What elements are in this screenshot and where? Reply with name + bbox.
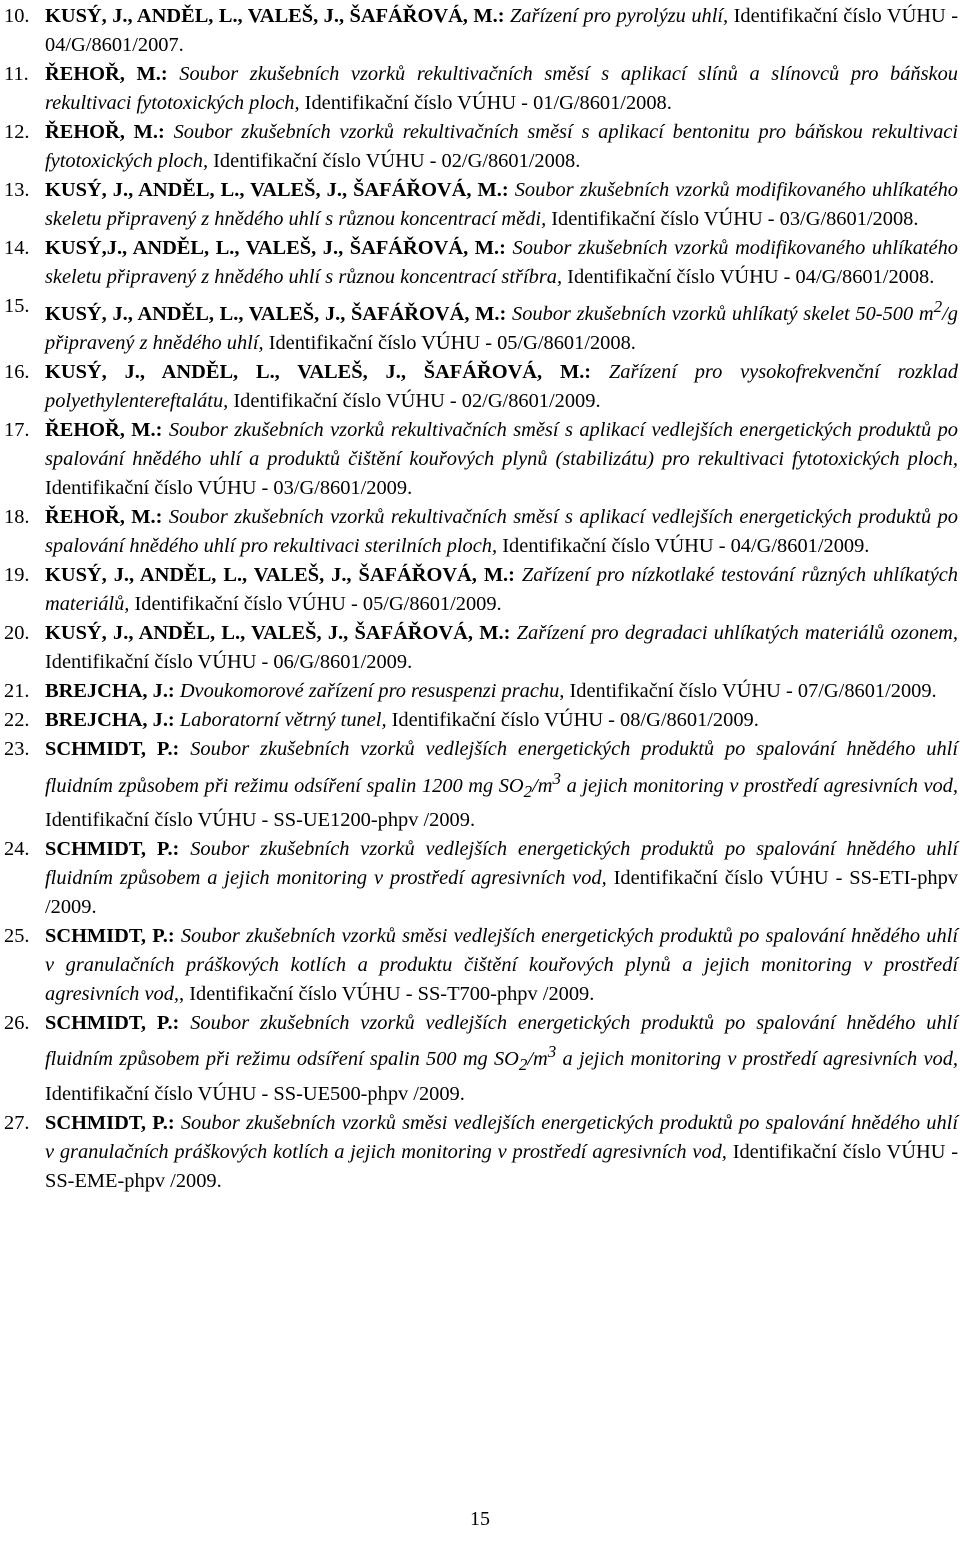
reference-identifier: Identifikační číslo VÚHU - SS-ETI-phpv /2009.: [45, 866, 959, 918]
reference-number: 22.: [4, 708, 30, 731]
reference-identifier: Identifikační číslo VÚHU - 04/G/8601/2007.: [45, 5, 958, 56]
reference-authors: BREJCHA, J.:: [45, 708, 175, 731]
subscript: 2: [523, 781, 533, 801]
reference-number: 27.: [4, 1111, 30, 1134]
reference-title-part: a jejich monitoring v prostředí agresivních vod,: [561, 774, 958, 797]
reference-title-part: Soubor zkušebních vzorků uhlíkatý skelet 50-500 m: [506, 302, 934, 325]
reference-title: Zařízení pro pyrolýzu uhlí,: [504, 5, 729, 27]
reference-item: [4, 2, 958, 60]
reference-item: [4, 735, 958, 835]
reference-title: Soubor zkušebních vzorků rekultivačních směsí s aplikací slínů a slínovců pro báňskou rekultivaci fytotoxických ploch,: [45, 63, 958, 114]
reference-authors: ŘEHOŘ, M.:: [45, 121, 165, 143]
reference-number: 13.: [4, 179, 30, 201]
reference-identifier: Identifikační číslo VÚHU - 04/G/8601/2008.: [562, 266, 935, 288]
subscript: 2: [518, 1055, 528, 1075]
reference-item: [4, 358, 958, 416]
reference-authors: ŘEHOŘ, M.:: [45, 418, 163, 441]
reference-title-part: Soubor zkušebních vzorků vedlejších energetických produktů po spalování hnědého uhlí fluidním způsobem při režimu odsíření spalin 1200 mg SO: [45, 737, 958, 797]
reference-title: Soubor zkušebních vzorků vedlejších energetických produktů po spalování hnědého uhlí fluidním způsobem a jejich monitoring v prostředí agresivních vod,: [45, 837, 958, 889]
reference-authors: KUSÝ, J., ANDĚL, L., VALEŠ, J., ŠAFÁŘOVÁ, M.:: [45, 302, 507, 325]
reference-title: Zařízení pro degradaci uhlíkatých materiálů ozonem,: [510, 621, 959, 644]
reference-identifier: Identifikační číslo VÚHU - 02/G/8601/2008.: [208, 150, 581, 172]
reference-item: [4, 60, 958, 118]
reference-title-part: a jejich monitoring v prostředí agresivních vod,: [556, 1048, 958, 1071]
reference-title: Zařízení pro nízkotlaké testování různých uhlíkatých materiálů,: [45, 563, 958, 615]
reference-number: 19.: [4, 563, 30, 586]
reference-identifier: Identifikační číslo VÚHU - SS-UE500-phpv /2009.: [45, 1082, 465, 1105]
superscript: 3: [552, 768, 562, 788]
reference-title: Soubor zkušebních vzorků směsi vedlejších energetických produktů po spalování hnědého uhlí v granulačních práškových kotlích a jejich monitoring v prostředí agresivních vod,: [45, 1111, 958, 1163]
page-number: 15: [470, 1508, 490, 1530]
reference-authors: SCHMIDT, P.:: [45, 924, 175, 947]
reference-item: [4, 1009, 958, 1109]
reference-title: Laboratorní větrný tunel,: [174, 708, 387, 731]
reference-title-part: /m: [532, 774, 553, 797]
reference-item: [4, 176, 958, 234]
reference-title: Soubor zkušebních vzorků směsi vedlejších energetických produktů po spalování hnědého uhlí v granulačních práškových kotlích a produktu čištění kouřových plynů a jejich monitoring v prostředí agresivních vod,: [45, 924, 958, 1005]
reference-authors: KUSÝ, J., ANDĚL, L., VALEŠ, J., ŠAFÁŘOVÁ, M.:: [45, 621, 511, 644]
reference-title-part: /m: [527, 1048, 548, 1071]
reference-identifier: Identifikační číslo VÚHU - 05/G/8601/2008.: [263, 331, 636, 354]
reference-number: 18.: [4, 505, 30, 528]
reference-identifier: Identifikační číslo VÚHU - SS-UE1200-phpv /2009.: [45, 808, 476, 831]
superscript: 3: [547, 1042, 557, 1062]
reference-identifier: Identifikační číslo VÚHU - 01/G/8601/2008.: [299, 92, 672, 114]
reference-identifier: Identifikační číslo VÚHU - 08/G/8601/2009.: [386, 708, 759, 731]
reference-item: [4, 234, 958, 292]
reference-item: [4, 922, 958, 1009]
reference-authors: KUSÝ, J., ANDĚL, L., VALEŠ, J., ŠAFÁŘOVÁ, M.:: [45, 563, 515, 586]
reference-item: [4, 1109, 958, 1196]
reference-identifier: Identifikační číslo VÚHU - SS-EME-phpv /2009.: [45, 1140, 959, 1192]
reference-title-part: /g připravený z hnědého uhlí,: [45, 302, 958, 354]
reference-identifier: Identifikační číslo VÚHU - 07/G/8601/2009.: [564, 679, 937, 702]
reference-identifier: Identifikační číslo VÚHU - 03/G/8601/2009.: [45, 476, 413, 499]
reference-title: Dvoukomorové zařízení pro resuspenzi prachu,: [174, 679, 565, 702]
reference-identifier: Identifikační číslo VÚHU - 04/G/8601/2009.: [497, 534, 870, 557]
reference-authors: SCHMIDT, P.:: [45, 1111, 175, 1134]
reference-item: [4, 835, 958, 922]
reference-item: [4, 706, 958, 735]
reference-item: [4, 619, 958, 677]
reference-title-part: Soubor zkušebních vzorků vedlejších energetických produktů po spalování hnědého uhlí fluidním způsobem při režimu odsíření spalin 500 mg SO: [45, 1011, 958, 1071]
reference-authors: BREJCHA, J.:: [45, 679, 175, 702]
reference-title: [45, 1011, 958, 1075]
reference-authors: KUSÝ, J., ANDĚL, L., VALEŠ, J., ŠAFÁŘOVÁ, M.:: [45, 179, 509, 201]
reference-identifier: , Identifikační číslo VÚHU - SS-T700-phpv /2009.: [179, 982, 595, 1005]
reference-item: [4, 677, 958, 706]
reference-authors: ŘEHOŘ, M.:: [45, 63, 168, 85]
reference-number: 21.: [4, 679, 30, 702]
reference-authors: ŘEHOŘ, M.:: [45, 505, 163, 528]
reference-number: 14.: [4, 237, 30, 259]
reference-number: 15.: [4, 295, 30, 317]
reference-title: Soubor zkušebních vzorků modifikovaného uhlíkatého skeletu připravený z hnědého uhlí s různou koncentrací stříbra,: [45, 237, 958, 288]
reference-title: Soubor zkušebních vzorků modifikovaného uhlíkatého skeletu připravený z hnědého uhlí s různou koncentrací mědi,: [45, 179, 958, 230]
reference-authors: KUSÝ,J., ANDĚL, L., VALEŠ, J., ŠAFÁŘOVÁ, M.:: [45, 237, 506, 259]
reference-item: [4, 503, 958, 561]
reference-item: [4, 561, 958, 619]
superscript: 2: [933, 297, 943, 316]
reference-identifier: Identifikační číslo VÚHU - 03/G/8601/2008.: [546, 208, 919, 230]
reference-number: 17.: [4, 418, 30, 441]
reference-identifier: Identifikační číslo VÚHU - 06/G/8601/2009.: [45, 650, 413, 673]
reference-title: Soubor zkušebních vzorků rekultivačních směsí s aplikací bentonitu pro báňskou rekultivaci fytotoxických ploch,: [45, 121, 958, 172]
reference-number: 16.: [4, 360, 30, 383]
reference-number: 26.: [4, 1011, 30, 1034]
reference-authors: SCHMIDT, P.:: [45, 737, 180, 760]
reference-title: Zařízení pro vysokofrekvenční rozklad polyethylentereftalátu,: [45, 360, 959, 412]
reference-number: 12.: [4, 121, 30, 143]
reference-identifier: Identifikační číslo VÚHU - 02/G/8601/2009.: [228, 389, 601, 412]
reference-title: Soubor zkušebních vzorků rekultivačních směsí s aplikací vedlejších energetických produktů po spalování hnědého uhlí a produktů čištění kouřových plynů (stabilizátu) pro rekultivaci fytotoxických ploch,: [45, 418, 958, 470]
reference-number: 23.: [4, 737, 30, 760]
reference-item: [4, 118, 958, 176]
reference-authors: SCHMIDT, P.:: [45, 1011, 180, 1034]
reference-list: [4, 2, 958, 1196]
reference-number: 11.: [4, 63, 29, 85]
reference-authors: KUSÝ, J., ANDĚL, L., VALEŠ, J., ŠAFÁŘOVÁ, M.:: [45, 360, 592, 383]
reference-title: [45, 737, 958, 801]
reference-number: 24.: [4, 837, 30, 860]
reference-item: [4, 416, 958, 503]
reference-number: 10.: [4, 5, 30, 27]
reference-authors: KUSÝ, J., ANDĚL, L., VALEŠ, J., ŠAFÁŘOVÁ, M.:: [45, 5, 505, 27]
reference-authors: SCHMIDT, P.:: [45, 837, 180, 860]
reference-title: Soubor zkušebních vzorků rekultivačních směsí s aplikací vedlejších energetických produktů po spalování hnědého uhlí pro rekultivaci sterilních ploch,: [45, 505, 958, 557]
reference-number: 20.: [4, 621, 30, 644]
reference-identifier: Identifikační číslo VÚHU - 05/G/8601/2009.: [129, 592, 502, 615]
reference-item: [4, 292, 958, 358]
reference-number: 25.: [4, 924, 30, 947]
